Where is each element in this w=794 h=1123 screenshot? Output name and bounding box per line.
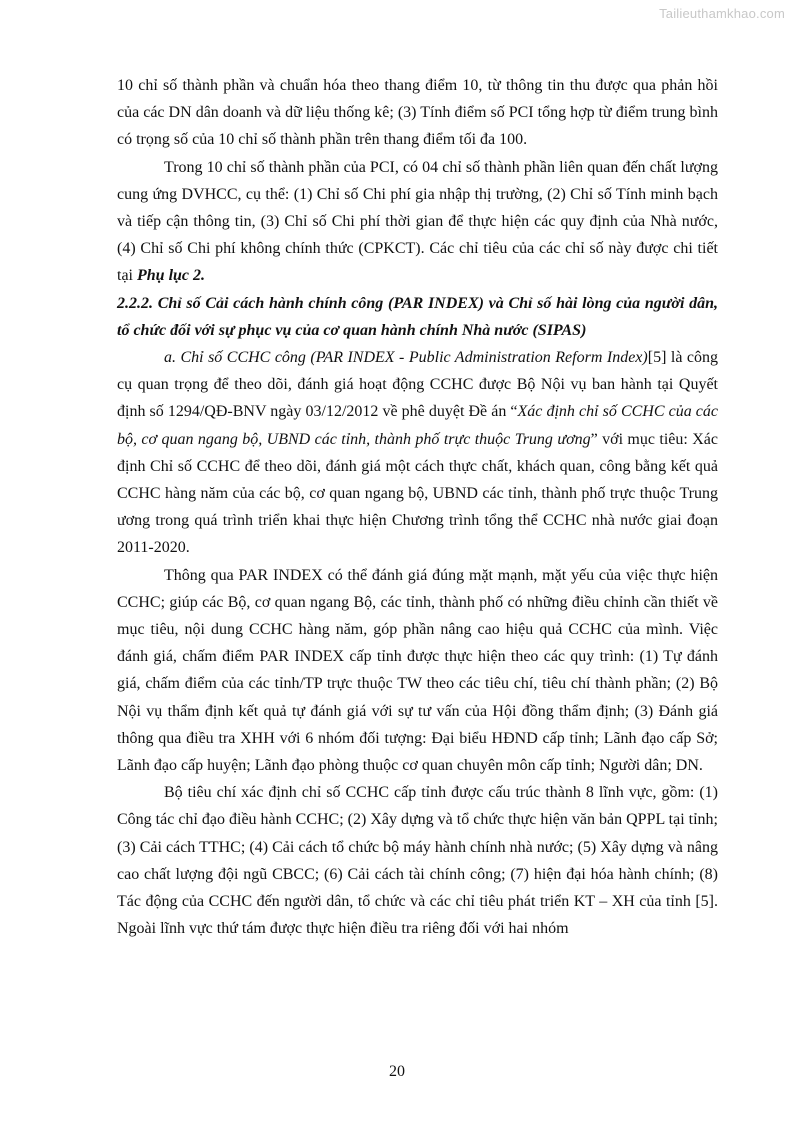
paragraph-criteria: Bộ tiêu chí xác định chỉ số CCHC cấp tỉnh được cấu trúc thành 8 lĩnh vực, gồm: (1) Công tác chỉ đạo điều hành CCHC; (2) Xây dựng và tổ chức thực hiện văn bản QPPL tại tỉnh; (3) Cải cách TTHC; (4) Cải cách tổ chức bộ máy hành chính nhà nước; (5) Xây dựng và nâng cao chất lượng đội ngũ CBCC; (6) Cải cách tài chính công; (7) hiện đại hóa hành chính; (8) Tác động của CCHC đến người dân, tổ chức và các chỉ tiêu phát triển KT – XH của tỉnh [5]. Ngoài lĩnh vực thứ tám được thực hiện điều tra riêng đối với hai nhóm — [117, 784, 718, 938]
citation: [5] — [647, 349, 667, 367]
section-heading-2-2-2: 2.2.2. Chỉ số Cải cách hành chính công (PAR INDEX) và Chỉ số hài lòng của người dân, tổ chức đối với sự phục vụ của cơ quan hành chính Nhà nước (SIPAS) — [117, 294, 718, 339]
paragraph-text: Trong 10 chỉ số thành phần của PCI, có 04 chỉ số thành phần liên quan đến chất lượng cung ứng DVHCC, cụ thể: (1) Chỉ số Chi phí gia nhập thị trường, (2) Chỉ số Tính minh bạch và tiếp cận thông tin, (3) Chỉ số Chi phí thời gian để thực hiện các quy định của Nhà nước, (4) Chỉ số Chi phí không chính thức (CPKCT). Các chỉ tiêu của các chỉ số này được chi tiết tại — [117, 158, 718, 285]
paragraph-text: ” với mục tiêu: Xác định Chỉ số CCHC để theo dõi, đánh giá một cách thực chất, khách quan, công bằng kết quả CCHC hàng năm của các bộ, cơ quan ngang bộ, UBND các tỉnh, thành phố trực thuộc Trung ương trong quá trình triển khai thực hiện Chương trình tổng thể CCHC nhà nước giai đoạn 2011-2020. — [117, 430, 718, 557]
project-title: Xác định chỉ số CCHC của các bộ, cơ quan ngang bộ, UBND các tỉnh, thành phố trực thuộc Trung ương — [117, 403, 718, 448]
par-index-label: a. Chỉ số CCHC công (PAR INDEX - Public Administration Reform Index) — [164, 349, 648, 367]
watermark: Tailieuthamkhao.com — [659, 6, 785, 21]
page-body — [117, 72, 718, 943]
paragraph-pci-continuation: 10 chỉ số thành phần và chuẩn hóa theo thang điểm 10, từ thông tin thu được qua phản hồi của các DN dân doanh và dữ liệu thống kê; (3) Tính điểm số PCI tổng hợp từ điểm trung bình có trọng số của 10 chỉ số thành phần trên thang điểm tối đa 100. — [117, 77, 718, 149]
appendix-reference: Phụ lục 2. — [137, 267, 206, 285]
page-number: 20 — [389, 1063, 405, 1080]
paragraph-par-index-evaluation: Thông qua PAR INDEX có thể đánh giá đúng mặt mạnh, mặt yếu của việc thực hiện CCHC; giúp các Bộ, cơ quan ngang Bộ, các tỉnh, thành phố có những điều chỉnh cần thiết về mục tiêu, nội dung CCHC hàng năm, góp phần nâng cao hiệu quả CCHC của mình. Việc đánh giá, chấm điểm PAR INDEX cấp tỉnh được thực hiện theo các quy trình: (1) Tự đánh giá, chấm điểm của các tỉnh/TP trực thuộc TW theo các tiêu chí, tiêu chí thành phần; (2) Bộ Nội vụ thẩm định kết quả tự đánh giá với sự tư vấn của Hội đồng thẩm định; (3) Đánh giá thông qua điều tra XHH với 6 nhóm đối tượng: Đại biểu HĐND cấp tỉnh; Lãnh đạo cấp Sở; Lãnh đạo cấp huyện; Lãnh đạo phòng thuộc cơ quan chuyên môn cấp tỉnh; Người dân; DN. — [117, 566, 718, 775]
paragraph-text: là công cụ quan trọng để theo dõi, đánh giá hoạt động CCHC được Bộ Nội vụ ban hành tại Quyết định số 1294/QĐ-BNV ngày 03/12/2012 về phê duyệt Đề án “ — [117, 349, 718, 421]
paragraph-par-index — [117, 344, 718, 562]
paragraph-pci-components — [117, 154, 718, 290]
